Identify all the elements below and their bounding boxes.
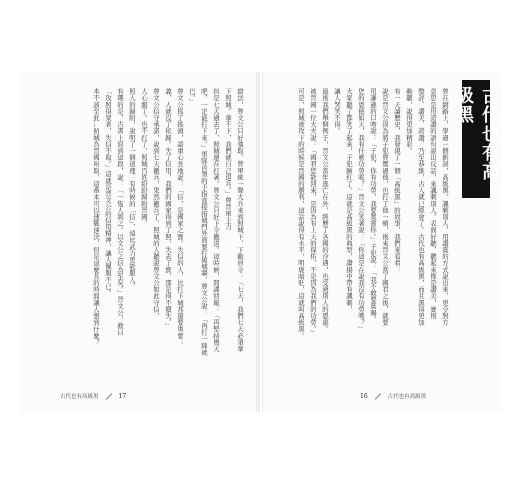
- text-column: 用謙遜的口吻說：「子犯，你有功勞，我要獎賞你。」子犯說：「我不敢要賞賜。: [369, 88, 377, 323]
- text-column: 有趣的是，古書上寫到這段，說：「一隻人與之。以文公之信為至矣。」晉文公，救曰: [116, 88, 124, 336]
- text-column: 本不該至此...照城為晉國所取，這番本可以速戰速決，但是這麼長的時間讓人想到什麼？: [92, 88, 100, 346]
- text-column: 曾在網路上，學過一個新詞，高級黑。諷刺別人，用讚賞的方式說出來，更令對方: [441, 88, 449, 326]
- left-page-text: [91, 88, 244, 388]
- text-column: 辯法，曾文公只好強取。曾軍統一聲大兵來到照城下，下動員令：「七天，我們七天必須拿: [236, 88, 244, 352]
- text-column: 曾文公搖了搖頭，語重心長地說：「信，是國家之寶。失信的人，比打下城邦還要重要；: [176, 88, 184, 346]
- text-column: 吧，一定能打下來。」軍隊首領的手指直接指城門外面要打破城牆。曾文公說：「再打一陣就: [200, 88, 208, 356]
- left-page: [20, 72, 257, 412]
- text-column: 「攻照得衆者，失信不取。」這就是晉文公的信用精神，讓人佩服不已。: [104, 88, 112, 296]
- page-number: 17: [118, 392, 127, 400]
- text-column: 照人的歸附，說明了一個道理：有時候的「信」，遠比武力更能服人。: [128, 88, 136, 290]
- text-column: 說是晉文公因為將子犯曾罵過他，也打了他一頓，後來晉文公當了國君之後，就要: [381, 88, 389, 326]
- divider-slash-icon: [105, 393, 111, 399]
- text-column: 讓人哭笑不得。: [333, 88, 341, 135]
- text-column: 義，人就沒了依歸。失了信用，我們的國家得到了照，失去了寶，那是得不償失。」: [164, 88, 172, 329]
- text-column: 但是七天過去了，照城還在打著。曾文公只好下令撤退。這時候，間諜回報：「再堅持幾天: [212, 88, 220, 352]
- text-column: 下照城。拿不下，我們就自己退兵。」曾晉軍主力: [224, 88, 232, 230]
- divider-slash-icon: [374, 393, 380, 399]
- left-footer: [60, 392, 126, 400]
- text-column: 意思是用誇讚的語句說出反話，來諷刺別人。表面好聽，聽起來像是讚美，實則: [429, 88, 437, 319]
- text-column: 最後我們舉個例子，晉文公當年逃亡在外，經歷了各國的冷遇，也受過別人的恩惠。: [321, 88, 329, 333]
- book-gutter: [258, 72, 260, 412]
- right-footer: [360, 392, 426, 400]
- text-column: 人心服了。也不打了，照城百姓紛紛歸附晉國。: [140, 88, 148, 227]
- text-column: 巴。」: [188, 88, 196, 105]
- text-column: 有一天讀歷史，我發現了一個「高級黑」的故事，我們來看看：: [393, 88, 401, 273]
- text-column: 整評、讚美、誇讚、乃至恭維，古人就已經會了。古代也有高級黑，而且黑得更加: [417, 88, 425, 326]
- text-column: 大家聽了都笑了起來，子犯臉紅了。這就是高級黑的典型，讚揚中帶有諷刺，: [345, 88, 353, 313]
- text-column: 您的恩德如天，我有什麼功勞呢？」晉文公笑著說：「你這是在說我沒有功勞嗎？」: [357, 88, 365, 333]
- footer-title: 古代也有高級黑: [60, 394, 99, 400]
- page-number: 16: [360, 392, 368, 400]
- right-page-text: [296, 88, 449, 388]
- text-column: 曾文公信守承諾，說到七天撤兵，果然撤兵了。照城的人聽說曾文公如此守信，: [152, 88, 160, 319]
- text-column: 被晉國一位大夫說：「國君您能回來，是因為有上天的保佑，不是因為我們的功勞。」: [309, 88, 317, 336]
- text-column: 動聽，說得更加精彩。: [405, 88, 413, 154]
- chapter-title-block: [453, 80, 500, 198]
- text-column: 可是，照城被攻下的時候是晉國的勝利，這話說得有水平，明褒暗貶，這就叫高級黑。: [297, 88, 305, 339]
- footer-title: 古代也有高級黑: [387, 394, 427, 400]
- chapter-title: 古代也有高級黑: [453, 86, 500, 181]
